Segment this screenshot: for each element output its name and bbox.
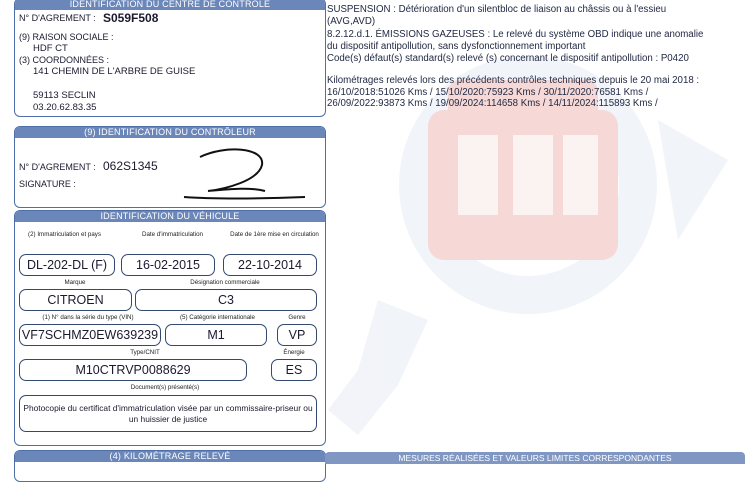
vehicule-header: IDENTIFICATION DU VÉHICULE xyxy=(15,211,325,222)
signature-label: SIGNATURE : xyxy=(19,179,76,189)
energie-value: ES xyxy=(271,359,317,381)
centre-panel xyxy=(14,0,326,117)
controleur-panel xyxy=(14,126,326,208)
signature-image xyxy=(170,143,310,205)
date-immat-value: 16-02-2015 xyxy=(121,254,215,276)
categorie-label: (5) Catégorie internationale xyxy=(180,314,255,321)
designation-value: C3 xyxy=(135,289,317,311)
date-first-label: Date de 1ère mise en circulation xyxy=(230,231,319,238)
docs-value: Photocopie du certificat d'immatriculation visée par un commissaire-priseur ou un huissier de justice xyxy=(19,395,317,432)
mesures-header: MESURES RÉALISÉES ET VALEURS LIMITES CORRESPONDANTES xyxy=(325,452,745,464)
km-history-title: Kilométrages relevés lors des précédents contrôles techniques depuis le 20 mai 2018 : xyxy=(327,75,700,86)
km-history-line1: 16/10/2018:51026 Kms / 15/10/2020:75923 Kms / 30/11/2020:76581 Kms / xyxy=(327,87,649,98)
genre-label: Genre xyxy=(288,314,306,321)
centre-agrement-label: N° D'AGREMENT : xyxy=(19,13,96,23)
controleur-agrement-value: 062S1345 xyxy=(103,159,158,173)
marque-value: CITROEN xyxy=(19,289,132,311)
raison-sociale-value: HDF CT xyxy=(33,43,68,54)
centre-agrement-value: S059F508 xyxy=(103,11,159,25)
controleur-header: (9) IDENTIFICATION DU CONTRÔLEUR xyxy=(15,127,325,138)
energie-label: Énergie xyxy=(283,349,305,356)
defect-emissions-detail: du dispositif antipollution, sans dysfonctionnement important xyxy=(327,41,586,52)
immat-value: DL-202-DL (F) xyxy=(19,254,115,276)
kilometrage-header: (4) KILOMÉTRAGE RELEVÉ xyxy=(15,451,325,462)
docs-label: Document(s) présenté(s) xyxy=(130,384,200,391)
type-value: M10CTRVP0088629 xyxy=(19,359,247,381)
date-first-value: 22-10-2014 xyxy=(223,254,317,276)
kilometrage-panel xyxy=(14,450,326,482)
defect-suspension: SUSPENSION : Détérioration d'un silentbloc de liaison au châssis ou à l'essieu xyxy=(327,4,667,15)
categorie-value: M1 xyxy=(165,324,267,346)
km-history-line2: 26/09/2022:93873 Kms / 19/09/2024:114658 Kms / 14/11/2024:115893 Kms / xyxy=(327,98,658,109)
defect-emissions: 8.2.12.d.1. ÉMISSIONS GAZEUSES : Le relevé du système OBD indique une anomalie xyxy=(327,29,704,40)
vin-label: (1) N° dans la série du type (VIN) xyxy=(42,314,134,321)
coordonnees-label: (3) COORDONNÉES : xyxy=(19,55,110,65)
centre-address: 141 CHEMIN DE L'ARBRE DE GUISE xyxy=(33,66,196,77)
genre-value: VP xyxy=(277,324,317,346)
vin-value: VF7SCHMZ0EW639239 xyxy=(19,324,161,346)
defect-suspension-detail: (AVG,AVD) xyxy=(327,16,376,27)
centre-phone: 03.20.62.83.35 xyxy=(33,102,97,113)
immat-label: (2) Immatriculation et pays xyxy=(28,231,101,238)
raison-sociale-label: (9) RAISON SOCIALE : xyxy=(19,32,114,42)
date-immat-label: Date d'immatriculation xyxy=(141,231,204,238)
type-label: Type/CNIT xyxy=(130,349,160,356)
vehicule-panel xyxy=(14,210,326,446)
centre-city: 59113 SECLIN xyxy=(33,90,96,101)
controleur-agrement-label: N° D'AGREMENT : xyxy=(19,162,96,172)
designation-label: Désignation commerciale xyxy=(190,279,260,286)
centre-header: IDENTIFICATION DU CENTRE DE CONTRÔLE xyxy=(15,0,325,10)
marque-label: Marque xyxy=(64,279,86,286)
defect-codes: Code(s) défaut(s) standard(s) relevé (s) concernant le dispositif antipollution : P0420 xyxy=(327,53,689,64)
